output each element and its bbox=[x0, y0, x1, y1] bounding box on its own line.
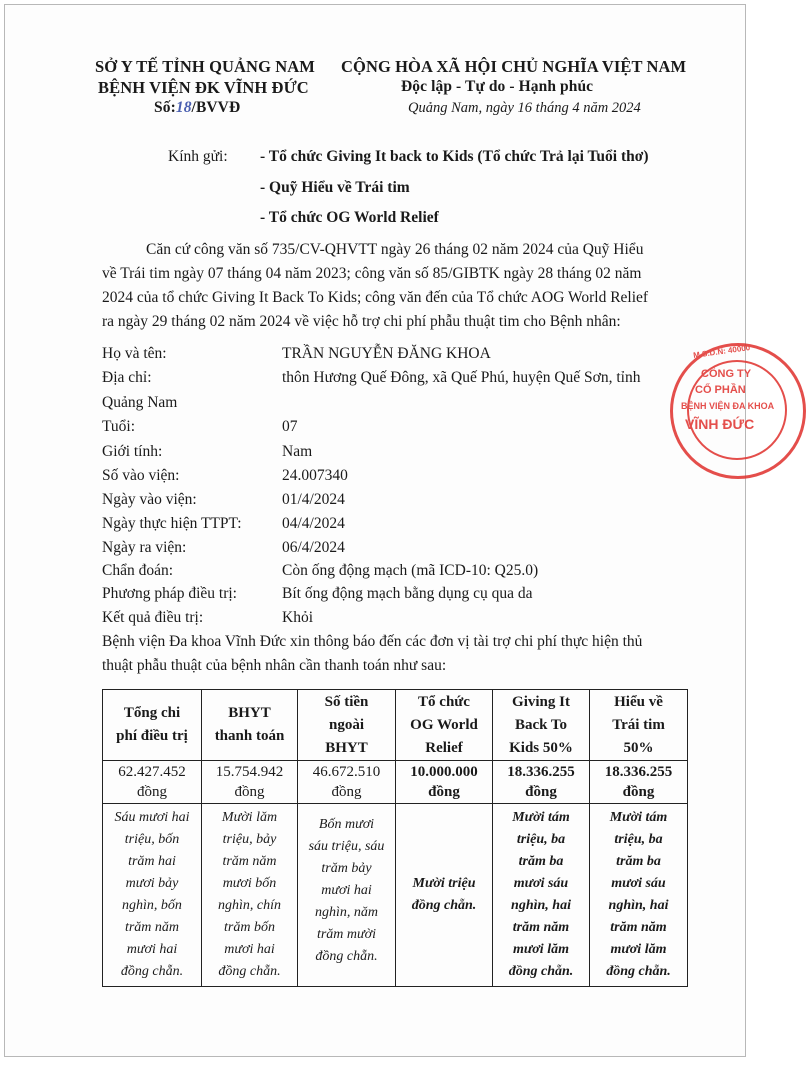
fee-table bbox=[102, 689, 688, 987]
notice-line: thuật phẫu thuật của bệnh nhân cần thanh toán như sau: bbox=[102, 657, 447, 674]
company-seal bbox=[670, 343, 806, 479]
header-og-world-relief: Tổ chức OG World Relief bbox=[396, 690, 493, 761]
doc-number-suffix: /BVVĐ bbox=[191, 99, 241, 116]
patient-name: TRẦN NGUYỄN ĐĂNG KHOA bbox=[282, 345, 491, 362]
amount-cell: 62.427.452 đồng bbox=[103, 761, 202, 804]
words-cell: Bốn mươi sáu triệu, sáu trăm bảy mươi hai nghìn, năm trăm mười đồng chẵn. bbox=[298, 804, 396, 987]
ministry-name: SỞ Y TẾ TỈNH QUẢNG NAM bbox=[95, 57, 315, 76]
admission-no-label: Số vào viện: bbox=[102, 467, 180, 484]
discharge-date-label: Ngày ra viện: bbox=[102, 539, 187, 556]
doc-number-prefix: Số: bbox=[154, 99, 176, 116]
table-words-row bbox=[103, 804, 688, 987]
amount-cell: 18.336.255 đồng bbox=[590, 761, 688, 804]
seal-line-1: CÔNG TY bbox=[701, 368, 752, 380]
hospital-name: BỆNH VIỆN ĐK VĨNH ĐỨC bbox=[98, 78, 309, 97]
header-total-cost: Tổng chi phí điều trị bbox=[103, 690, 202, 761]
gender-label: Giới tính: bbox=[102, 443, 163, 460]
amount-cell: 15.754.942 đồng bbox=[202, 761, 298, 804]
intro-line: ra ngày 29 tháng 02 năm 2024 về việc hỗ trợ chi phí phẫu thuật tim cho Bệnh nhân: bbox=[102, 313, 621, 330]
admission-date: 01/4/2024 bbox=[282, 491, 345, 508]
treatment-label: Phương pháp điều trị: bbox=[102, 585, 237, 602]
seal-tax-code: M.S.D.N: 40000 bbox=[692, 343, 751, 360]
motto: Độc lập - Tự do - Hạnh phúc bbox=[401, 78, 594, 95]
amount-cell: 10.000.000 đồng bbox=[396, 761, 493, 804]
patient-address-cont: Quảng Nam bbox=[102, 394, 178, 411]
table-amount-row bbox=[103, 761, 688, 804]
result: Khỏi bbox=[282, 609, 313, 626]
notice-line: Bệnh viện Đa khoa Vĩnh Đức xin thông báo đến các đơn vị tài trợ chi phí thực hiện thủ bbox=[102, 633, 643, 650]
header-giving-it-back: Giving It Back To Kids 50% bbox=[493, 690, 590, 761]
words-cell: Mười lăm triệu, bảy trăm năm mươi bốn nghìn, chín trăm bốn mươi hai đồng chẵn. bbox=[202, 804, 298, 987]
admission-date-label: Ngày vào viện: bbox=[102, 491, 197, 508]
header-insurance: BHYT thanh toán bbox=[202, 690, 298, 761]
age-label: Tuổi: bbox=[102, 418, 136, 435]
amount-cell: 18.336.255 đồng bbox=[493, 761, 590, 804]
seal-line-2: CỔ PHẦN bbox=[695, 384, 746, 396]
treatment: Bít ống động mạch bằng dụng cụ qua da bbox=[282, 585, 533, 602]
recipients-label: Kính gửi: bbox=[168, 148, 228, 165]
amount-cell: 46.672.510 đồng bbox=[298, 761, 396, 804]
address-label: Địa chỉ: bbox=[102, 369, 152, 386]
procedure-date: 04/4/2024 bbox=[282, 515, 345, 532]
words-cell: Mười tám triệu, ba trăm ba mươi sáu nghìn, hai trăm năm mươi lăm đồng chẵn. bbox=[590, 804, 688, 987]
intro-line: Căn cứ công văn số 735/CV-QHVTT ngày 26 tháng 02 năm 2024 của Quỹ Hiểu bbox=[146, 241, 644, 258]
issue-date: Quảng Nam, ngày 16 tháng 4 năm 2024 bbox=[408, 100, 641, 116]
intro-line: về Trái tim ngày 07 tháng 04 năm 2023; công văn số 85/GIBTK ngày 28 tháng 02 năm bbox=[102, 265, 642, 282]
patient-address: thôn Hương Quế Đông, xã Quế Phú, huyện Quế Sơn, tỉnh bbox=[282, 369, 641, 386]
words-cell: Mười triệu đồng chẵn. bbox=[396, 804, 493, 987]
intro-line: 2024 của tổ chức Giving It Back To Kids; công văn đến của Tổ chức AOG World Relief bbox=[102, 289, 649, 306]
recipient-2: - Quỹ Hiểu về Trái tim bbox=[260, 179, 410, 196]
patient-age: 07 bbox=[282, 418, 298, 435]
country-title: CỘNG HÒA XÃ HỘI CHỦ NGHĨA VIỆT NAM bbox=[341, 57, 687, 76]
table-header-row bbox=[103, 690, 688, 761]
procedure-date-label: Ngày thực hiện TTPT: bbox=[102, 515, 242, 532]
document-number bbox=[154, 99, 240, 117]
diagnosis: Còn ống động mạch (mã ICD-10: Q25.0) bbox=[282, 562, 539, 579]
result-label: Kết quả điều trị: bbox=[102, 609, 204, 626]
header-heart-fund: Hiểu về Trái tim 50% bbox=[590, 690, 688, 761]
recipient-3: - Tổ chức OG World Relief bbox=[260, 209, 439, 226]
seal-line-4: VĨNH ĐỨC bbox=[685, 416, 755, 432]
admission-no: 24.007340 bbox=[282, 467, 348, 484]
document-page bbox=[4, 4, 775, 1057]
recipient-1: - Tổ chức Giving It back to Kids (Tổ chức Trả lại Tuổi thơ) bbox=[260, 148, 649, 165]
words-cell: Mười tám triệu, ba trăm ba mươi sáu nghìn, hai trăm năm mươi lăm đồng chẵn. bbox=[493, 804, 590, 987]
words-cell: Sáu mươi hai triệu, bốn trăm hai mươi bảy nghìn, bốn trăm năm mươi hai đồng chẵn. bbox=[103, 804, 202, 987]
diagnosis-label: Chẩn đoán: bbox=[102, 562, 174, 579]
seal-line-3: BỆNH VIỆN ĐA KHOA bbox=[681, 401, 775, 411]
header-out-of-pocket: Số tiền ngoài BHYT bbox=[298, 690, 396, 761]
patient-gender: Nam bbox=[282, 443, 313, 460]
discharge-date: 06/4/2024 bbox=[282, 539, 345, 556]
name-label: Họ và tên: bbox=[102, 345, 167, 362]
doc-number-handwritten: 18 bbox=[175, 99, 192, 116]
